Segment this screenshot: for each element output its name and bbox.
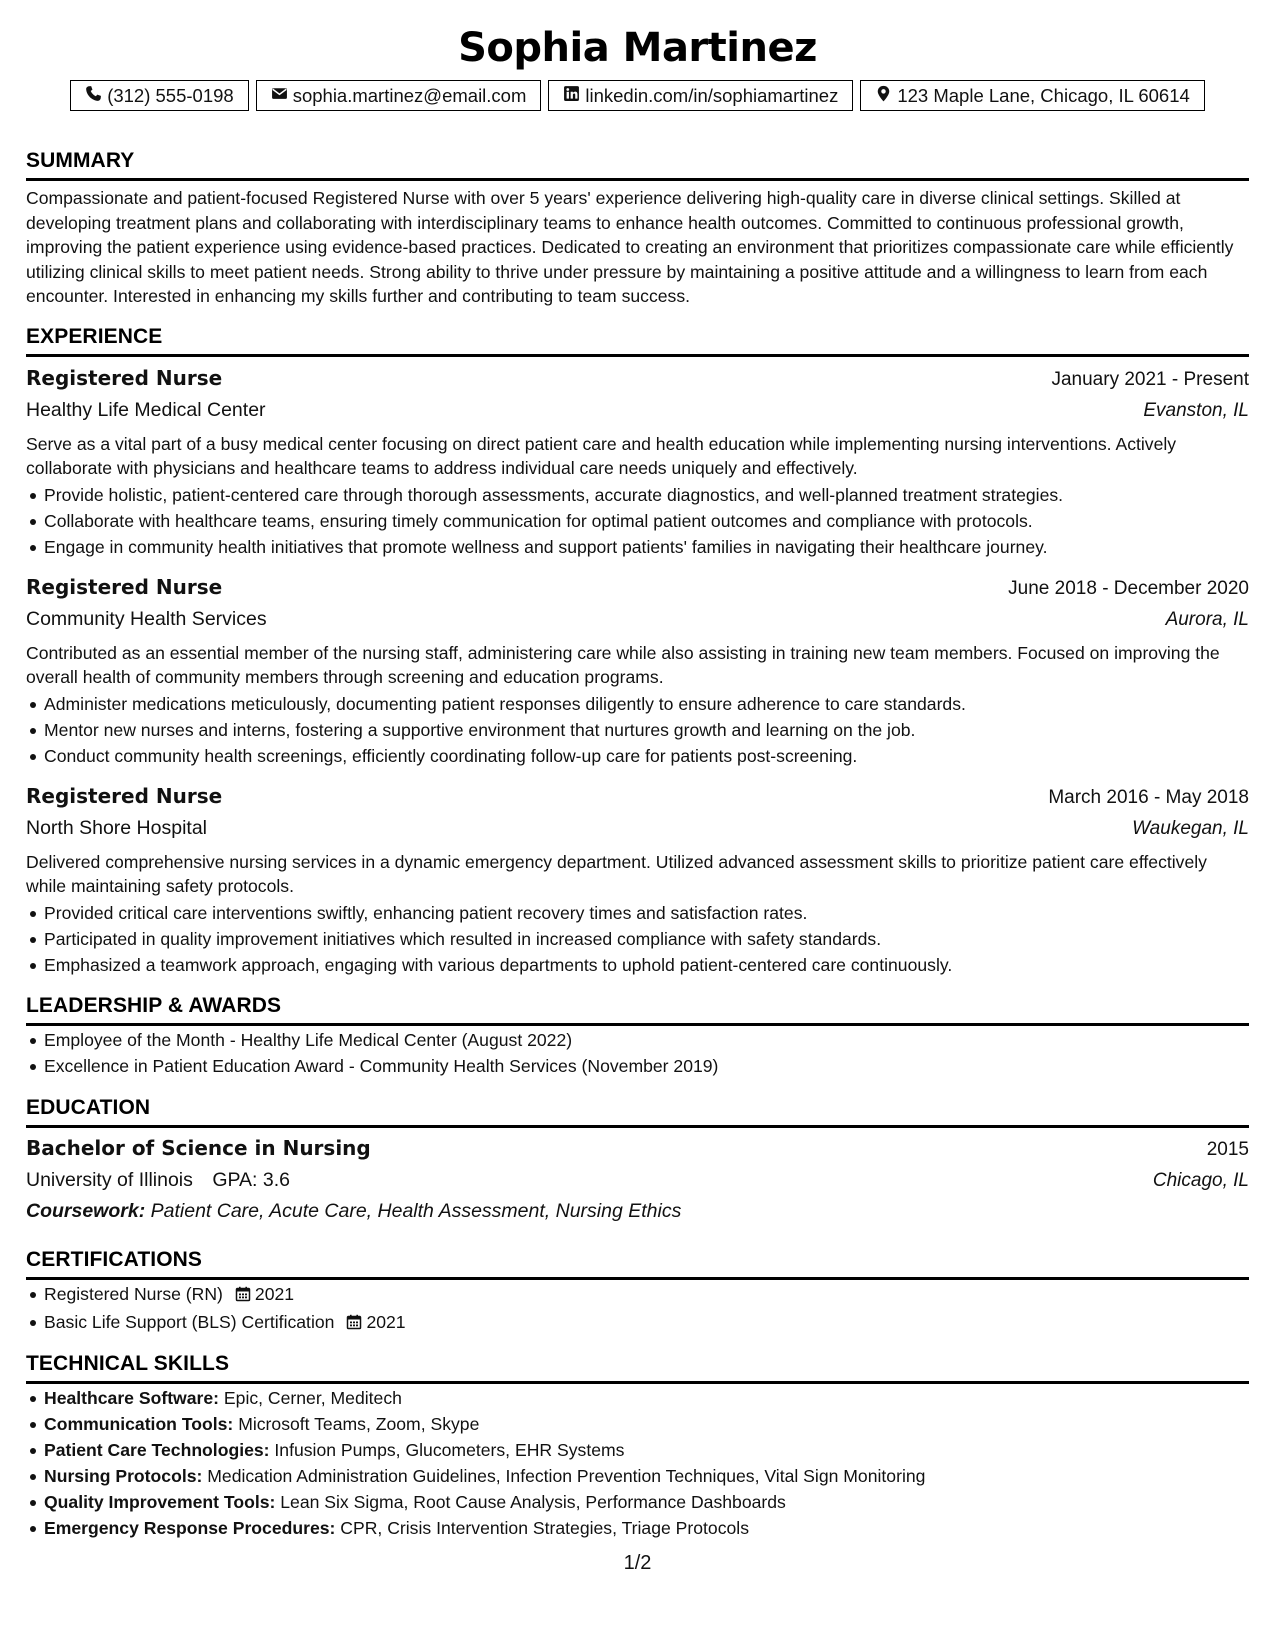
skill-values: Lean Six Sigma, Root Cause Analysis, Performance Dashboards xyxy=(280,1491,786,1512)
page-number: 1/2 xyxy=(623,1552,652,1574)
list-item: Engage in community health initiatives that promote wellness and support patients' families in navigating their healthcare journey. xyxy=(26,534,1249,560)
list-item xyxy=(26,1463,1249,1489)
skill-values: CPR, Crisis Intervention Strategies, Triage Protocols xyxy=(340,1517,750,1538)
list-item xyxy=(26,1281,1249,1309)
school-line xyxy=(26,1165,290,1196)
job-organization: Community Health Services xyxy=(26,607,267,630)
contact-bar xyxy=(26,80,1249,111)
list-item: Conduct community health screenings, efficiently coordinating follow-up care for patients post-screening. xyxy=(26,743,1249,769)
job-title: Registered Nurse xyxy=(26,574,223,599)
list-item: Mentor new nurses and interns, fostering a supportive environment that nurtures growth and learning on the job. xyxy=(26,717,1249,743)
job-location: Aurora, IL xyxy=(1165,608,1249,630)
list-item xyxy=(26,1385,1249,1411)
list-item xyxy=(26,1437,1249,1463)
coursework-label: Coursework: xyxy=(26,1199,146,1222)
skills-section xyxy=(26,1350,1249,1541)
list-item: Provide holistic, patient-centered care through thorough assessments, accurate diagnostics, and well-planned treatment strategies. xyxy=(26,482,1249,508)
job-bullets xyxy=(26,691,1249,769)
section-title: TECHNICAL SKILLS xyxy=(26,1350,1249,1384)
job-dates: June 2018 - December 2020 xyxy=(1008,577,1249,599)
envelope-icon xyxy=(271,85,288,107)
job-bullets xyxy=(26,900,1249,978)
summary-section xyxy=(26,147,1249,309)
coursework-line xyxy=(26,1196,1249,1227)
section-title: EDUCATION xyxy=(26,1094,1249,1128)
job-entry xyxy=(26,781,1249,978)
job-entry xyxy=(26,363,1249,560)
job-description: Delivered comprehensive nursing services in a dynamic emergency department. Utilized advanced assessment skills to prioritize patient care effectively while maintaining safety protocols. xyxy=(26,851,1207,896)
calendar-icon xyxy=(235,1283,251,1309)
contact-linkedin[interactable] xyxy=(548,80,853,111)
contact-email[interactable] xyxy=(256,80,542,111)
calendar-icon xyxy=(346,1311,362,1337)
skill-category: Emergency Response Procedures: xyxy=(44,1517,336,1538)
skill-category: Communication Tools: xyxy=(44,1413,234,1434)
job-organization: North Shore Hospital xyxy=(26,816,208,839)
list-item: Employee of the Month - Healthy Life Medical Center (August 2022) xyxy=(26,1027,1249,1053)
list-item: Participated in quality improvement initiatives which resulted in increased compliance with safety standards. xyxy=(26,926,1249,952)
list-item xyxy=(26,1411,1249,1437)
phone-text: (312) 555-0198 xyxy=(107,84,234,106)
job-entry xyxy=(26,572,1249,769)
school-location: Chicago, IL xyxy=(1152,1169,1249,1191)
certification-year: 2021 xyxy=(366,1311,406,1332)
job-dates: March 2016 - May 2018 xyxy=(1048,786,1249,808)
linkedin-text: linkedin.com/in/sophiamartinez xyxy=(585,84,839,106)
education-entry xyxy=(26,1133,1249,1227)
linkedin-icon xyxy=(563,85,580,107)
job-bullets xyxy=(26,482,1249,560)
experience-section xyxy=(26,323,1249,978)
graduation-year: 2015 xyxy=(1206,1138,1249,1160)
awards-section xyxy=(26,992,1249,1079)
list-item: Collaborate with healthcare teams, ensuring timely communication for optimal patient outcomes and compliance with protocols. xyxy=(26,508,1249,534)
list-item: Emphasized a teamwork approach, engaging with various departments to uphold patient-centered care continuously. xyxy=(26,952,1249,978)
contact-address[interactable] xyxy=(860,80,1204,111)
candidate-name: Sophia Martinez xyxy=(458,25,817,71)
address-text: 123 Maple Lane, Chicago, IL 60614 xyxy=(897,84,1190,106)
skill-category: Patient Care Technologies: xyxy=(44,1439,270,1460)
skill-values: Medication Administration Guidelines, Infection Prevention Techniques, Vital Sign Monitoring xyxy=(207,1465,926,1486)
job-organization: Healthy Life Medical Center xyxy=(26,398,266,421)
job-title: Registered Nurse xyxy=(26,783,223,808)
degree-name: Bachelor of Science in Nursing xyxy=(26,1135,371,1160)
skill-category: Nursing Protocols: xyxy=(44,1465,203,1486)
phone-icon xyxy=(85,85,102,107)
education-section xyxy=(26,1094,1249,1227)
certifications-list xyxy=(26,1281,1249,1337)
list-item xyxy=(26,1515,1249,1541)
section-title: CERTIFICATIONS xyxy=(26,1246,1249,1280)
job-description: Contributed as an essential member of the nursing staff, administering care while also assisting in training new team members. Focused on improving the overall health of community members through screening and education programs. xyxy=(26,642,1220,687)
job-description: Serve as a vital part of a busy medical center focusing on direct patient care and health education while implementing nursing interventions. Actively collaborate with physicians and healthcare teams to address individual care needs uniquely and effectively. xyxy=(26,433,1177,478)
list-item: Administer medications meticulously, documenting patient responses diligently to ensure adherence to care standards. xyxy=(26,691,1249,717)
section-title: EXPERIENCE xyxy=(26,323,1249,357)
section-title: LEADERSHIP & AWARDS xyxy=(26,992,1249,1026)
skill-values: Epic, Cerner, Meditech xyxy=(223,1387,402,1408)
skill-values: Microsoft Teams, Zoom, Skype xyxy=(238,1413,480,1434)
certification-year: 2021 xyxy=(254,1283,295,1304)
skills-list xyxy=(26,1385,1249,1541)
certifications-section xyxy=(26,1246,1249,1337)
list-item xyxy=(26,1489,1249,1515)
gpa: GPA: 3.6 xyxy=(212,1168,290,1191)
job-title: Registered Nurse xyxy=(26,365,223,390)
section-title: SUMMARY xyxy=(26,147,1249,181)
summary-text: Compassionate and patient-focused Registered Nurse with over 5 years' experience delivering high-quality care in diverse clinical settings. Skilled at developing treatment plans and collaborating with interdisciplinary teams to enhance health outcomes. Committed to continuous professional growth, improving the patient experience using evidence-based practices. Dedicated to creating an environment that prioritizes compassionate care while efficiently utilizing clinical skills to meet patient needs. Strong ability to thrive under pressure by maintaining a positive attitude and a willingness to learn from each encounter. Interested in enhancing my skills further and contributing to team success. xyxy=(26,188,1234,306)
contact-phone[interactable] xyxy=(70,80,249,111)
job-dates: January 2021 - Present xyxy=(1051,368,1249,390)
awards-list xyxy=(26,1027,1249,1079)
coursework-list: Patient Care, Acute Care, Health Assessment, Nursing Ethics xyxy=(150,1199,682,1222)
map-pin-icon xyxy=(875,85,892,107)
email-text: sophia.martinez@email.com xyxy=(292,84,527,106)
job-location: Waukegan, IL xyxy=(1132,817,1249,839)
list-item: Excellence in Patient Education Award - Community Health Services (November 2019) xyxy=(26,1053,1249,1079)
skill-category: Healthcare Software: xyxy=(44,1387,220,1408)
school-name: University of Illinois xyxy=(26,1168,193,1191)
list-item xyxy=(26,1309,1249,1337)
job-location: Evanston, IL xyxy=(1143,399,1249,421)
resume-page xyxy=(26,18,1249,1541)
list-item: Provided critical care interventions swiftly, enhancing patient recovery times and satisfaction rates. xyxy=(26,900,1249,926)
certification-name: Basic Life Support (BLS) Certification xyxy=(44,1311,335,1332)
certification-name: Registered Nurse (RN) xyxy=(44,1283,223,1304)
skill-category: Quality Improvement Tools: xyxy=(44,1491,276,1512)
skill-values: Infusion Pumps, Glucometers, EHR Systems xyxy=(274,1439,625,1460)
